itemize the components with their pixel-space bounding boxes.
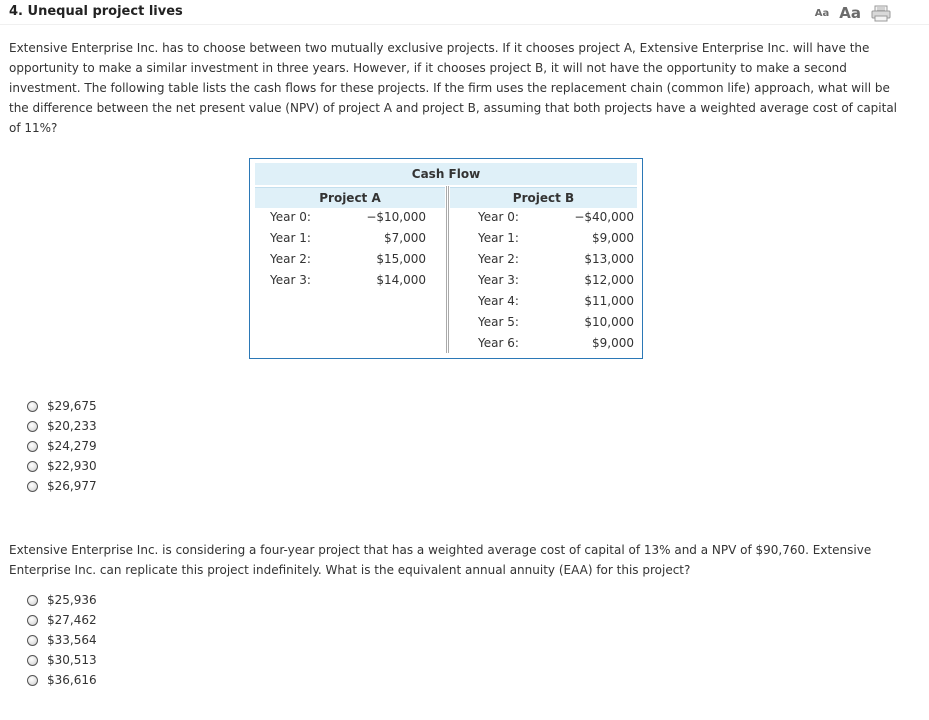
printer-icon[interactable] bbox=[871, 5, 891, 22]
project-b-row bbox=[478, 333, 634, 354]
cash-flow-value: $13,000 bbox=[584, 252, 634, 266]
cash-flow-table-title: Cash Flow bbox=[255, 163, 637, 185]
project-b-row bbox=[478, 228, 634, 249]
project-a-row bbox=[270, 228, 426, 249]
year-label: Year 0: bbox=[270, 210, 311, 224]
year-label: Year 2: bbox=[270, 252, 311, 266]
year-label: Year 3: bbox=[270, 273, 311, 287]
project-b-row bbox=[478, 291, 634, 312]
year-label: Year 2: bbox=[478, 252, 519, 266]
year-label: Year 4: bbox=[478, 294, 519, 308]
header-divider bbox=[0, 24, 929, 25]
year-label: Year 5: bbox=[478, 315, 519, 329]
cash-flow-value: $7,000 bbox=[384, 231, 426, 245]
year-label: Year 1: bbox=[270, 231, 311, 245]
answer-option-label: $29,675 bbox=[47, 399, 97, 413]
project-b-row bbox=[478, 249, 634, 270]
project-a-header: Project A bbox=[255, 187, 445, 208]
column-divider bbox=[446, 186, 449, 353]
project-b-header: Project B bbox=[450, 187, 637, 208]
increase-font-button[interactable]: Aa bbox=[839, 4, 861, 22]
radio-button[interactable] bbox=[27, 675, 38, 686]
question2-options bbox=[27, 590, 97, 690]
radio-button[interactable] bbox=[27, 461, 38, 472]
cash-flow-value: $14,000 bbox=[376, 273, 426, 287]
toolbar bbox=[815, 4, 891, 22]
answer-option[interactable] bbox=[27, 476, 97, 496]
answer-option-label: $36,616 bbox=[47, 673, 97, 687]
answer-option-label: $26,977 bbox=[47, 479, 97, 493]
year-label: Year 3: bbox=[478, 273, 519, 287]
radio-button[interactable] bbox=[27, 401, 38, 412]
question2-text: Extensive Enterprise Inc. is considering a four-year project that has a weighted average cost of capital of 13% and a NPV of $90,760. Extensive Enterprise Inc. can replicate this project indefinitely. What is the equivalent annual annuity (EAA) for this project? bbox=[9, 543, 872, 577]
cash-flow-value: −$40,000 bbox=[574, 210, 634, 224]
answer-option[interactable] bbox=[27, 416, 97, 436]
answer-option[interactable] bbox=[27, 630, 97, 650]
project-b-row bbox=[478, 270, 634, 291]
year-label: Year 0: bbox=[478, 210, 519, 224]
year-label: Year 6: bbox=[478, 336, 519, 350]
answer-option-label: $25,936 bbox=[47, 593, 97, 607]
cash-flow-value: $9,000 bbox=[592, 336, 634, 350]
answer-option-label: $24,279 bbox=[47, 439, 97, 453]
project-b-row bbox=[478, 312, 634, 333]
answer-option[interactable] bbox=[27, 456, 97, 476]
answer-option[interactable] bbox=[27, 436, 97, 456]
answer-option[interactable] bbox=[27, 610, 97, 630]
cash-flow-table bbox=[249, 158, 643, 359]
project-a-row bbox=[270, 249, 426, 270]
question-title: 4. Unequal project lives bbox=[9, 4, 183, 19]
decrease-font-button[interactable]: Aa bbox=[814, 7, 830, 19]
answer-option-label: $22,930 bbox=[47, 459, 97, 473]
radio-button[interactable] bbox=[27, 615, 38, 626]
cash-flow-value: $15,000 bbox=[376, 252, 426, 266]
radio-button[interactable] bbox=[27, 635, 38, 646]
answer-option-label: $27,462 bbox=[47, 613, 97, 627]
radio-button[interactable] bbox=[27, 421, 38, 432]
cash-flow-value: −$10,000 bbox=[366, 210, 426, 224]
cash-flow-value: $11,000 bbox=[584, 294, 634, 308]
question1-text: Extensive Enterprise Inc. has to choose between two mutually exclusive projects. If it chooses project A, Extensive Enterprise Inc. will have the opportunity to make a similar investment in three years. However, if it chooses project B, it will not have the opportunity to make a second investment. The following table lists the cash flows for these projects. If the firm uses the replacement chain (common life) approach, what will be the difference between the net present value (NPV) of project A and project B, assuming that both projects have a weighted average cost of capital of 11%? bbox=[9, 41, 898, 135]
radio-button[interactable] bbox=[27, 595, 38, 606]
answer-option[interactable] bbox=[27, 590, 97, 610]
answer-option[interactable] bbox=[27, 396, 97, 416]
project-a-row bbox=[270, 207, 426, 228]
answer-option-label: $33,564 bbox=[47, 633, 97, 647]
radio-button[interactable] bbox=[27, 441, 38, 452]
cash-flow-value: $10,000 bbox=[584, 315, 634, 329]
year-label: Year 1: bbox=[478, 231, 519, 245]
answer-option-label: $20,233 bbox=[47, 419, 97, 433]
cash-flow-value: $12,000 bbox=[584, 273, 634, 287]
answer-option-label: $30,513 bbox=[47, 653, 97, 667]
answer-option[interactable] bbox=[27, 670, 97, 690]
question1-options bbox=[27, 396, 97, 496]
radio-button[interactable] bbox=[27, 655, 38, 666]
answer-option[interactable] bbox=[27, 650, 97, 670]
project-b-row bbox=[478, 207, 634, 228]
cash-flow-value: $9,000 bbox=[592, 231, 634, 245]
radio-button[interactable] bbox=[27, 481, 38, 492]
project-a-row bbox=[270, 270, 426, 291]
